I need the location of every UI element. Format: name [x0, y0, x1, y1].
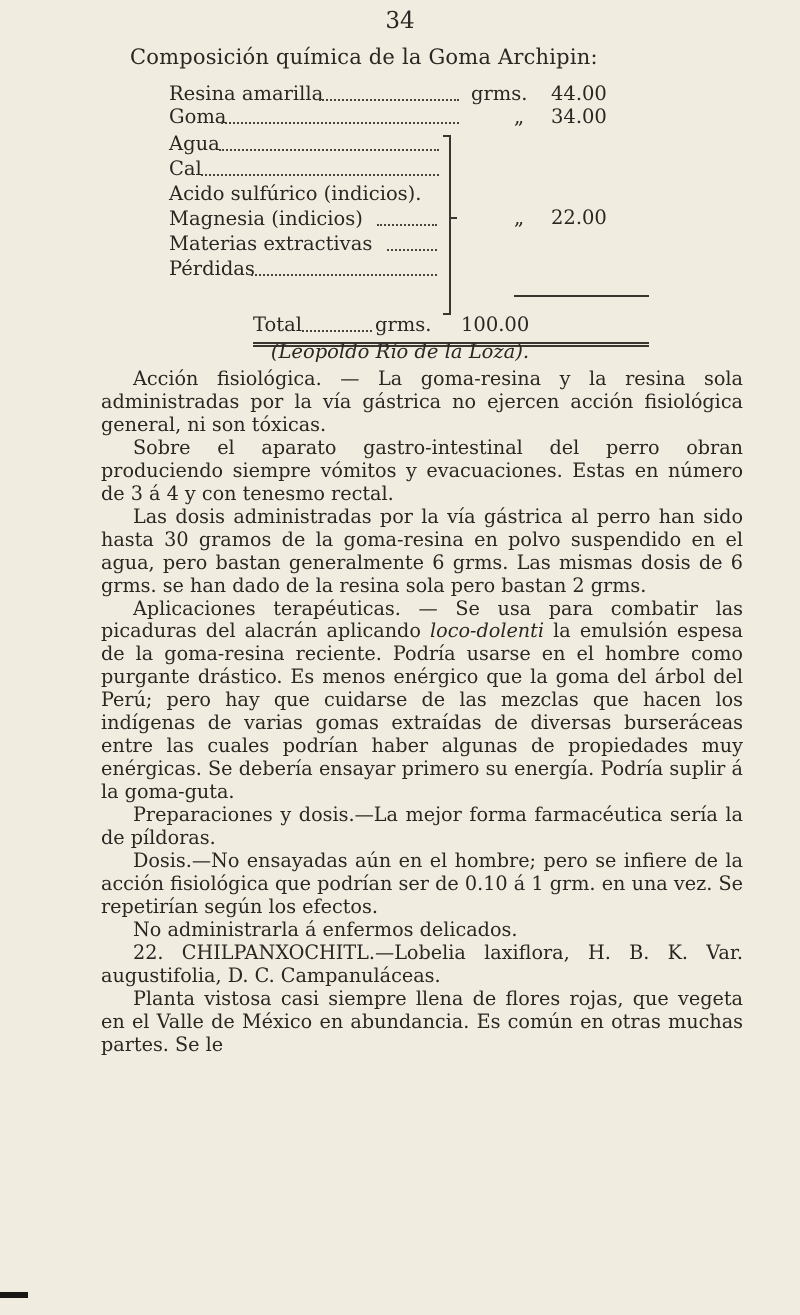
- leader-dots: [387, 232, 437, 251]
- ditto-mark: „: [514, 105, 525, 128]
- ingredient-label: Goma: [169, 105, 227, 128]
- paragraph-therapeutic-applications: [101, 598, 743, 805]
- ingredient-label: Cal: [169, 157, 202, 180]
- ingredient-label: Acido sulfúrico (indicios).: [169, 182, 422, 205]
- ink-mark: [0, 1292, 28, 1298]
- leader-dots: [319, 82, 459, 101]
- paragraph-gastro-intestinal: Sobre el aparato gastro-intestinal del perro obran produciendo siempre vómitos y evacuaciones. Estas en número de 3 á 4 y con tenesmo rectal.: [101, 435, 743, 505]
- paragraph-preparations: Preparaciones y dosis.—La mejor forma farmacéutica sería la de píldoras.: [101, 803, 743, 850]
- grouping-brace: [439, 135, 451, 315]
- unit-label: grms.: [375, 313, 432, 336]
- amount-value: 34.00: [551, 105, 607, 128]
- paragraph-physiological-action: Acción fisiológica. — La goma-resina y la resina sola administradas por la vía gástrica no ejercen acción fisiológica general, ni son tóxicas.: [101, 367, 743, 436]
- ingredient-label: Resina amarilla: [169, 82, 324, 105]
- amount-value: 44.00: [551, 82, 607, 105]
- leader-dots: [251, 257, 437, 276]
- ingredient-label: Agua: [169, 132, 220, 155]
- leader-dots: [377, 207, 437, 226]
- leader-dots: [221, 105, 459, 124]
- paragraph-doses-administered: Las dosis administradas por la vía gástrica al perro han sido hasta 30 gramos de la goma-resina en polvo suspendido en el agua, pero bastan generalmente 6 grms. Las mismas dosis de 6 grms. se han dado de la resina sola pero bastan 2 grms.: [101, 504, 743, 597]
- group-amount-value: 22.00: [551, 206, 607, 229]
- text-run: la emulsión espesa de la goma-resina reciente. Podría usarse en el hombre como purgante drástico. Es menos enérgico que la goma del árbol del Perú; pero hay que cuidarse de las mezclas que hacen los indígenas de varias gomas extraídas de diversas burseráceas entre las cuales podrían haber algunas de propiedades muy enérgicas. Se debería ensayar primero su energía. Podría suplir á la goma-guta.: [101, 619, 743, 804]
- total-label: Total: [253, 313, 302, 336]
- unit-label: grms.: [471, 82, 528, 105]
- text-run: Aplicaciones terapéuticas. — Se usa para combatir las picaduras del alacrán aplicando: [101, 596, 743, 643]
- body-text: [101, 368, 743, 1057]
- section-heading: Composición química de la Goma Archipin:: [130, 45, 598, 69]
- leader-dots: [302, 313, 372, 332]
- italic-term: loco-dolenti: [430, 619, 545, 643]
- paragraph-warning: No administrarla á enfermos delicados.: [133, 917, 518, 941]
- paragraph-chilpanxochitl-entry: 22. CHILPANXOCHITL.—Lobelia laxiflora, H. B. K. Var. augustifolia, D. C. Campanuláceas.: [101, 940, 743, 987]
- leader-dots: [201, 157, 439, 176]
- total-amount-value: 100.00: [461, 313, 530, 336]
- sum-rule: [514, 295, 649, 297]
- ingredient-label: Pérdidas: [169, 257, 255, 280]
- paragraph-dosage: Dosis.—No ensayadas aún en el hombre; pero se infiere de la acción fisiológica que podrían ser de 0.10 á 1 grm. en una vez. Se repetirían según los efectos.: [101, 849, 743, 918]
- paragraph-plant-description: Planta vistosa casi siempre llena de flores rojas, que vegeta en el Valle de México en abundancia. Es común en otras muchas partes. Se le: [101, 986, 743, 1056]
- ditto-mark: „: [514, 206, 525, 229]
- page-number: 34: [385, 8, 415, 34]
- brace-tip: [450, 217, 457, 219]
- leader-dots: [219, 132, 439, 151]
- ingredient-label: Magnesia (indicios): [169, 207, 363, 230]
- author-credit: (Leopoldo Río de la Loza).: [270, 340, 530, 363]
- ingredient-label: Materias extractivas: [169, 232, 373, 255]
